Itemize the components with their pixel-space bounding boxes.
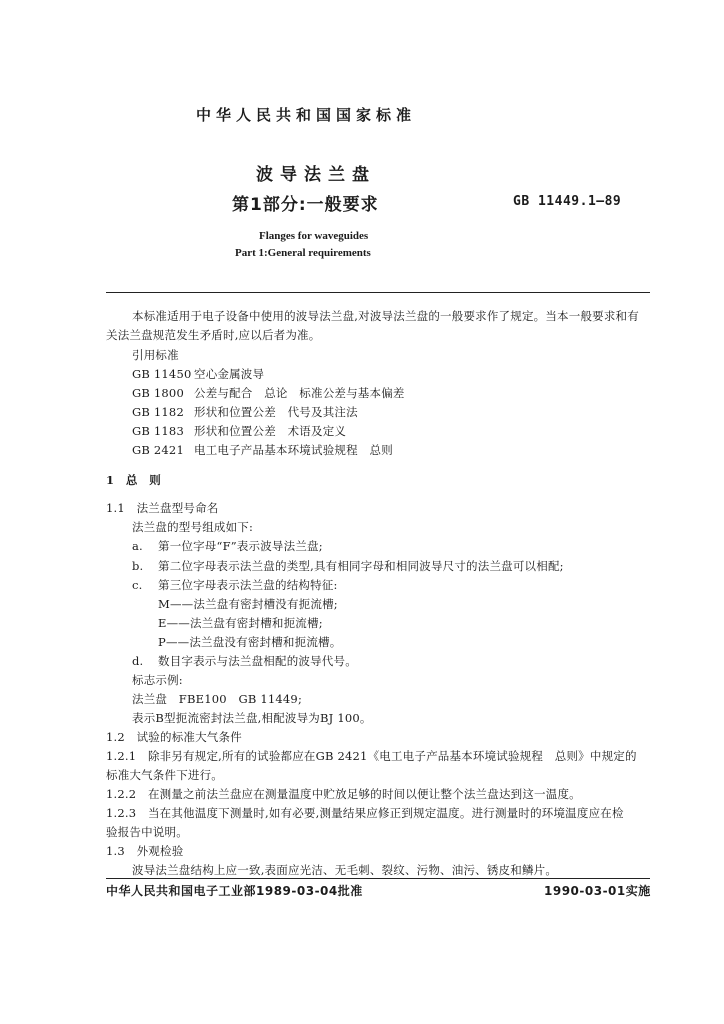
approval-date: 中华人民共和国电子工业部1989-03-04批准	[106, 884, 363, 898]
naming-intro: 法兰盘的型号组成如下:	[132, 520, 254, 534]
reference-item	[132, 442, 393, 458]
reference-title: 形状和位置公差 代号及其注法	[194, 405, 358, 419]
example-description: 表示B型扼流密封法兰盘,相配波导为BJ 100。	[132, 711, 372, 725]
list-item	[132, 538, 323, 554]
section-1-2-heading: 1.2 试验的标准大气条件	[106, 730, 242, 744]
list-item	[132, 558, 564, 574]
list-marker: c.	[132, 578, 143, 592]
header-divider	[106, 292, 650, 293]
reference-code: GB 2421	[132, 443, 184, 457]
reference-item	[132, 404, 358, 420]
list-text: 第三位字母表示法兰盘的结构特征:	[158, 578, 338, 592]
section-1-3-heading: 1.3 外观检验	[106, 844, 184, 858]
list-marker: b.	[132, 559, 144, 573]
clause-1-2-3-line-1: 1.2.3 当在其他温度下测量时,如有必要,测量结果应修正到规定温度。进行测量时的环境温度应在检	[106, 806, 624, 820]
reference-title: 形状和位置公差 术语及定义	[194, 424, 347, 438]
list-text: 数目字表示与法兰盘相配的波导代号。	[158, 654, 357, 668]
list-item	[132, 653, 357, 669]
intro-line-1: 本标准适用于电子设备中使用的波导法兰盘,对波导法兰盘的一般要求作了规定。当本一般要求和有	[132, 309, 639, 323]
visual-inspection-text: 波导法兰盘结构上应一致,表面应光洁、无毛刺、裂纹、污物、油污、锈皮和鳞片。	[132, 863, 558, 877]
clause-1-2-2: 1.2.2 在测量之前法兰盘应在测量温度中贮放足够的时间以便让整个法兰盘达到这一温度。	[106, 787, 581, 801]
reference-item	[132, 423, 346, 439]
english-title: Flanges for waveguides	[259, 230, 369, 242]
reference-title: 电工电子产品基本环境试验规程 总则	[194, 443, 393, 457]
standard-org-header: 中华人民共和国国家标准	[195, 106, 416, 124]
reference-code: GB 11450	[132, 367, 192, 381]
list-item	[132, 577, 338, 593]
document-title: 波导法兰盘	[256, 165, 376, 185]
english-subtitle: Part 1:General requirements	[235, 247, 371, 259]
sub-list-item: M——法兰盘有密封槽没有扼流槽;	[158, 597, 338, 611]
list-marker: a.	[132, 539, 143, 553]
references-heading: 引用标准	[132, 348, 179, 362]
example-marking: 法兰盘 FBE100 GB 11449;	[132, 692, 303, 706]
intro-line-2: 关法兰盘规范发生矛盾时,应以后者为准。	[106, 328, 321, 342]
reference-item	[132, 366, 264, 382]
list-marker: d.	[132, 654, 144, 668]
reference-item	[132, 385, 405, 401]
standard-code: GB 11449.1—89	[513, 194, 622, 209]
list-text: 第二位字母表示法兰盘的类型,具有相同字母和相同波导尺寸的法兰盘可以相配;	[158, 559, 564, 573]
reference-code: GB 1800	[132, 386, 184, 400]
clause-1-2-1-line-2: 标准大气条件下进行。	[106, 768, 223, 782]
reference-code: GB 1183	[132, 424, 184, 438]
sub-list-item: P——法兰盘没有密封槽和扼流槽。	[158, 635, 342, 649]
clause-1-2-1-line-1: 1.2.1 除非另有规定,所有的试验都应在GB 2421《电工电子产品基本环境试验规程 总则》中规定的	[106, 749, 637, 763]
clause-1-2-3-line-2: 验报告中说明。	[106, 825, 188, 839]
section-1-1-heading: 1.1 法兰盘型号命名	[106, 501, 219, 515]
list-text: 第一位字母“F”表示波导法兰盘;	[158, 539, 323, 553]
document-subtitle: 第1部分:一般要求	[232, 195, 379, 215]
section-1-heading: 1 总 则	[106, 473, 162, 487]
sub-list-item: E——法兰盘有密封槽和扼流槽;	[158, 616, 323, 630]
reference-code: GB 1182	[132, 405, 184, 419]
reference-title: 公差与配合 总论 标准公差与基本偏差	[194, 386, 405, 400]
example-label: 标志示例:	[132, 673, 183, 687]
effective-date: 1990-03-01实施	[544, 884, 651, 898]
footer-divider	[106, 878, 650, 879]
reference-title: 空心金属波导	[194, 367, 265, 381]
